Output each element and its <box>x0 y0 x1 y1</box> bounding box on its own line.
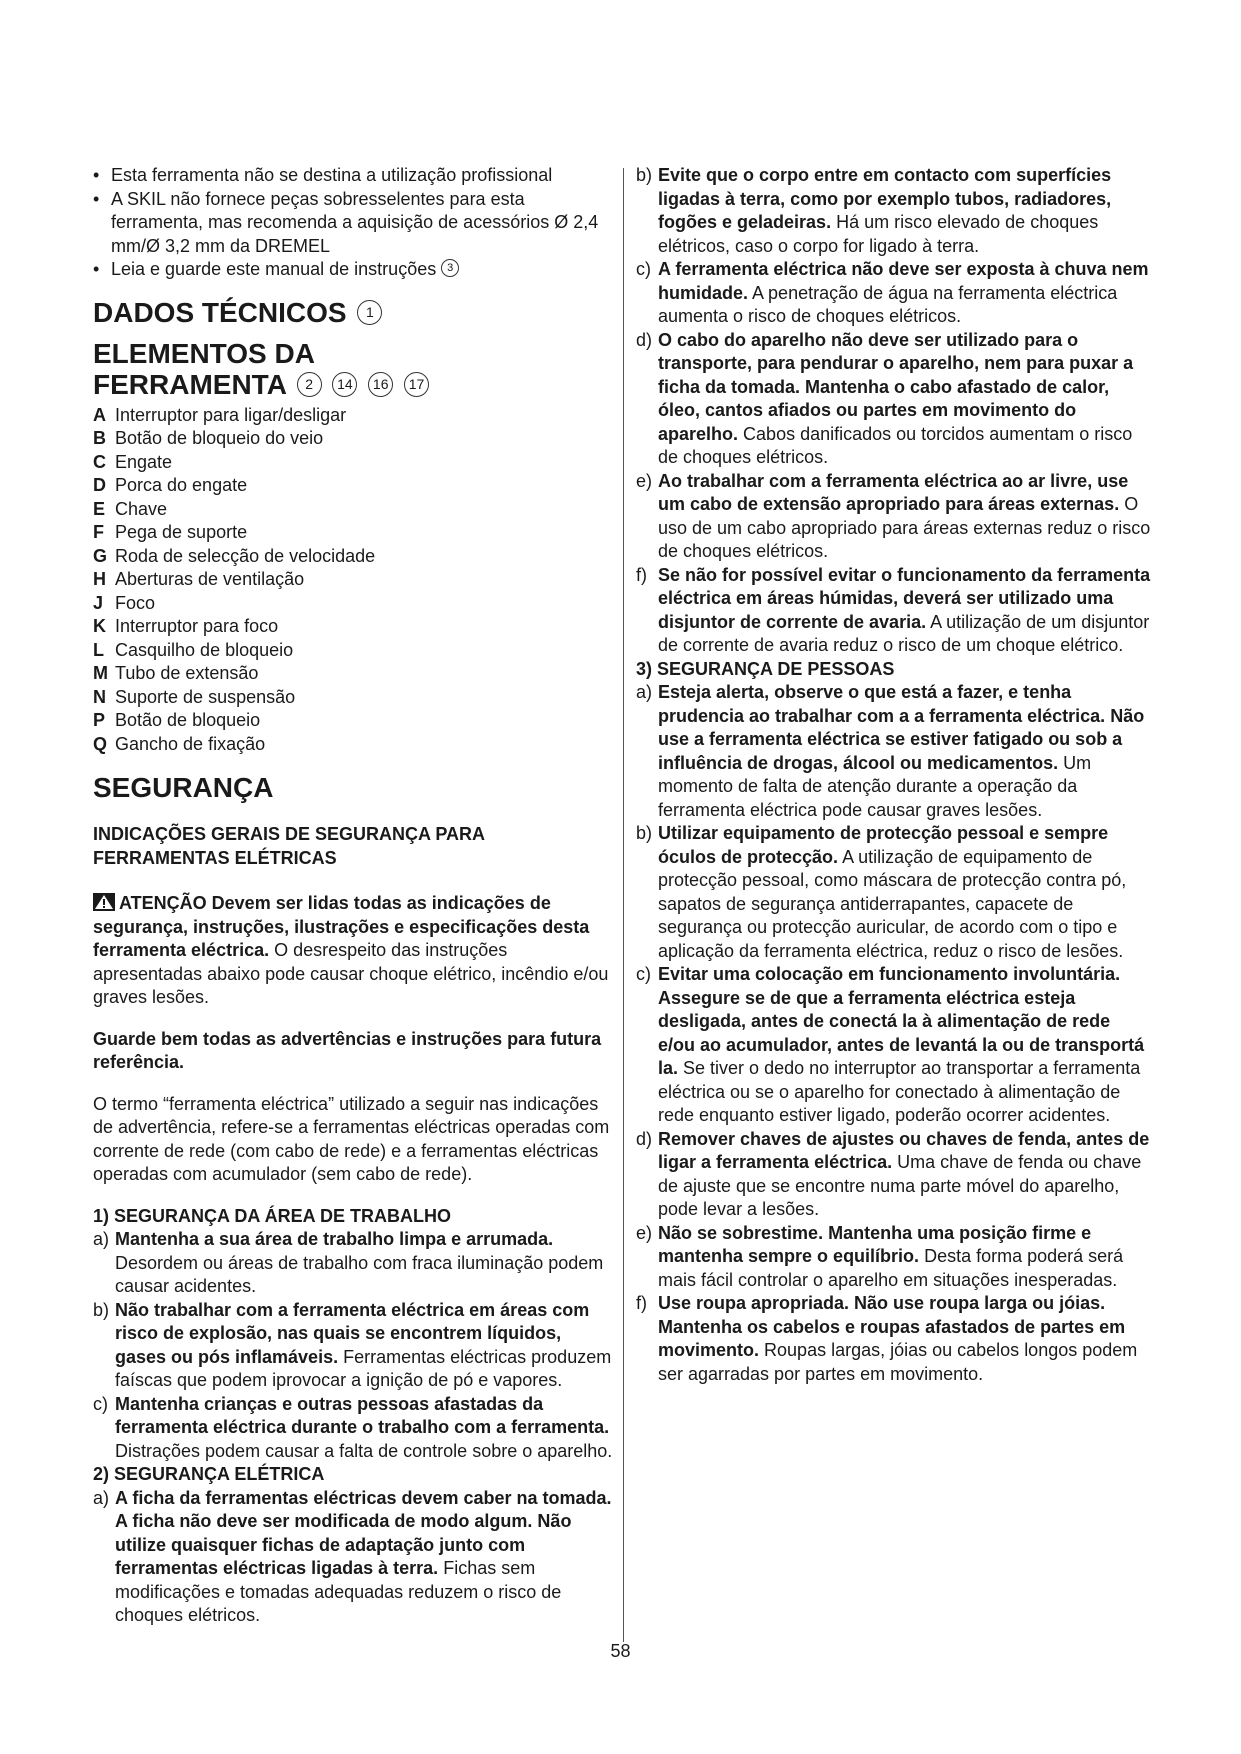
figure-ref-3: 3 <box>441 259 459 277</box>
figure-ref-17: 17 <box>404 372 429 397</box>
part-item: E Chave <box>93 498 168 519</box>
warning-paragraph <box>93 892 615 1010</box>
page-number: 58 <box>610 1641 631 1661</box>
part-item: M Tubo de extensão <box>93 663 259 683</box>
safety-item: b) Utilizar equipamento de protecção pessoal e sempre óculos de protecção. A utilização de equipamento de protecção pessoal, como máscara de protecção contra pó, sapatos de segurança antiderrapantes, capacete de segurança ou protecção auricular, de acordo com o tipo e aplicação da ferramenta eléctrica, reduz o risco de lesões. <box>636 823 1127 961</box>
intro-bullet: • Leia e guarde este manual de instruções 3 <box>93 258 615 282</box>
safety-item: d) Remover chaves de ajustes ou chaves de fenda, antes de ligar a ferramenta eléctrica. Uma chave de fenda ou chave de ajuste que se encontre numa parte móvel do aparelho, pode levar a lesões. <box>636 1128 1150 1219</box>
right-column <box>636 164 1152 1386</box>
safety-item: d) O cabo do aparelho não deve ser utilizado para o transporte, para pendurar o aparelho, nem para puxar a ficha da tomada. Mantenha o cabo afastado de calor, óleo, cantos afiados ou partes em movimento do aparelho. Cabos danificados ou torcidos aumentam o risco de choques elétricos. <box>636 329 1134 467</box>
safety-item: e) Ao trabalhar com a ferramenta eléctrica ao ar livre, use um cabo de extensão apropriado para áreas externas. O uso de um cabo apropriado para áreas externas reduz o risco de choques elétricos. <box>636 470 1151 561</box>
figure-ref-14: 14 <box>332 372 357 397</box>
intro-bullet: • A SKIL não fornece peças sobresselentes para esta ferramenta, mas recomenda a aquisição de acessórios Ø 2,4 mm/Ø 3,2 mm da DREMEL <box>93 188 615 259</box>
safety-item: b) Evite que o corpo entre em contacto com superfícies ligadas à terra, como por exemplo tubos, radiadores, fogões e geladeiras. Há um risco elevado de choques elétricos, caso o corpo for ligado à terra. <box>636 165 1112 256</box>
intro-bullet: • Esta ferramenta não se destina a utilização profissional <box>93 164 615 188</box>
part-item: J Foco <box>93 592 156 613</box>
part-item: C Engate <box>93 451 173 472</box>
part-item: H Aberturas de ventilação <box>93 569 305 589</box>
part-item: P Botão de bloqueio <box>93 710 261 730</box>
section-2-title: 2) SEGURANÇA ELÉTRICA <box>93 1464 325 1484</box>
figure-ref-2: 2 <box>297 372 322 397</box>
part-item: K Interruptor para foco <box>93 616 279 636</box>
part-item: Q Gancho de fixação <box>93 733 266 754</box>
section-1-title: 1) SEGURANÇA DA ÁREA DE TRABALHO <box>93 1205 452 1226</box>
safety-item: a) Mantenha a sua área de trabalho limpa e arrumada. Desordem ou áreas de trabalho com fraca iluminação podem causar acidentes. <box>93 1229 604 1296</box>
safety-item: c) Evitar uma colocação em funcionamento involuntária. Assegure se de que a ferramenta eléctrica esteja desligada, antes de conectá la à alimentação de rede e/ou ao acumulador, antes de levantá la ou de transportá la. Se tiver o dedo no interruptor ao transportar a ferramenta eléctrica ou se o aparelho for conectado à alimentação de rede enquanto estiver ligado, poderão ocorrer acidentes. <box>636 964 1145 1125</box>
general-safety-heading: INDICAÇÕES GERAIS DE SEGURANÇA PARA FERRAMENTAS ELÉTRICAS <box>93 824 485 868</box>
parts-list <box>93 404 615 757</box>
part-item: G Roda de selecção de velocidade <box>93 545 376 566</box>
warning-triangle-icon <box>93 893 115 911</box>
safety-item: a) Esteja alerta, observe o que está a fazer, e tenha prudencia ao trabalhar com a a ferramenta eléctrica. Não use a ferramenta eléctrica se estiver fatigado ou sob a influência de drogas, álcool ou medicamentos. Um momento de falta de atenção durante a operação da ferramenta eléctrica pode causar graves lesões. <box>636 682 1145 820</box>
safety-item: f) Use roupa apropriada. Não use roupa larga ou jóias. Mantenha os cabelos e roupas afastados de partes em movimento. Roupas largas, jóias ou cabelos longos podem ser agarradas por partes em movimento. <box>636 1293 1138 1384</box>
safety-item: c) A ferramenta eléctrica não deve ser exposta à chuva nem humidade. A penetração de água na ferramenta eléctrica aumenta o risco de choques elétricos. <box>636 259 1149 326</box>
part-item: F Pega de suporte <box>93 522 248 542</box>
safety-item: a) A ficha da ferramentas eléctricas devem caber na tomada. A ficha não deve ser modificada de modo algum. Não utilize quaisquer fichas de adaptação junto com ferramentas eléctricas ligadas à terra. Fichas sem modificações e tomadas adequadas reduzem o risco de choques elétricos. <box>93 1487 612 1625</box>
termo-paragraph: O termo “ferramenta eléctrica” utilizado a seguir nas indicações de advertência, refere-se a ferramentas eléctricas operadas com corrente de rede (com cabo de rede) e a ferramentas eléctricas operadas com acumulador (sem cabo de rede). <box>93 1093 610 1184</box>
part-item: D Porca do engate <box>93 475 248 495</box>
elements-heading: ELEMENTOS DA FERRAMENTA 2 14 16 17 <box>93 338 615 400</box>
safety-heading: SEGURANÇA <box>93 772 274 803</box>
guard-paragraph: Guarde bem todas as advertências e instruções para futura referência. <box>93 1028 602 1072</box>
safety-item: e) Não se sobrestime. Mantenha uma posição firme e mantenha sempre o equilíbrio. Desta forma poderá será mais fácil controlar o aparelho em situações inesperadas. <box>636 1222 1124 1290</box>
warning-bold: ATENÇÃO Devem ser lidas todas as indicações de segurança, instruções, ilustrações e especificações desta ferramenta eléctrica. <box>93 893 590 960</box>
safety-item: b) Não trabalhar com a ferramenta eléctrica em áreas com risco de explosão, nas quais se encontrem líquidos, gases ou pós inflamáveis. Ferramentas eléctricas produzem faíscas que podem iprovocar a ignição de pó e vapores. <box>93 1299 612 1390</box>
left-column <box>93 164 615 1628</box>
figure-ref-1: 1 <box>357 300 382 325</box>
section-3-title: 3) SEGURANÇA DE PESSOAS <box>636 658 895 679</box>
warning-text: O desrespeito das instruções apresentadas abaixo pode causar choque elétrico, incêndio e/ou graves lesões. <box>93 940 609 1007</box>
part-item: N Suporte de suspensão <box>93 686 296 707</box>
part-item: A Interruptor para ligar/desligar <box>93 404 347 425</box>
tech-heading: DADOS TÉCNICOS 1 <box>93 297 615 328</box>
part-item: L Casquilho de bloqueio <box>93 639 294 660</box>
column-divider <box>623 168 624 1642</box>
safety-item: f) Se não for possível evitar o funcionamento da ferramenta eléctrica em áreas húmidas, deverá ser utilizado uma disjuntor de corrente de avaria. A utilização de um disjuntor de corrente de avaria reduz o risco de um choque elétrico. <box>636 564 1151 655</box>
part-item: B Botão de bloqueio do veio <box>93 428 324 448</box>
safety-item: c) Mantenha crianças e outras pessoas afastadas da ferramenta eléctrica durante o trabalho com a ferramenta. Distrações podem causar a falta de controle sobre o aparelho. <box>93 1393 613 1461</box>
figure-ref-16: 16 <box>368 372 393 397</box>
